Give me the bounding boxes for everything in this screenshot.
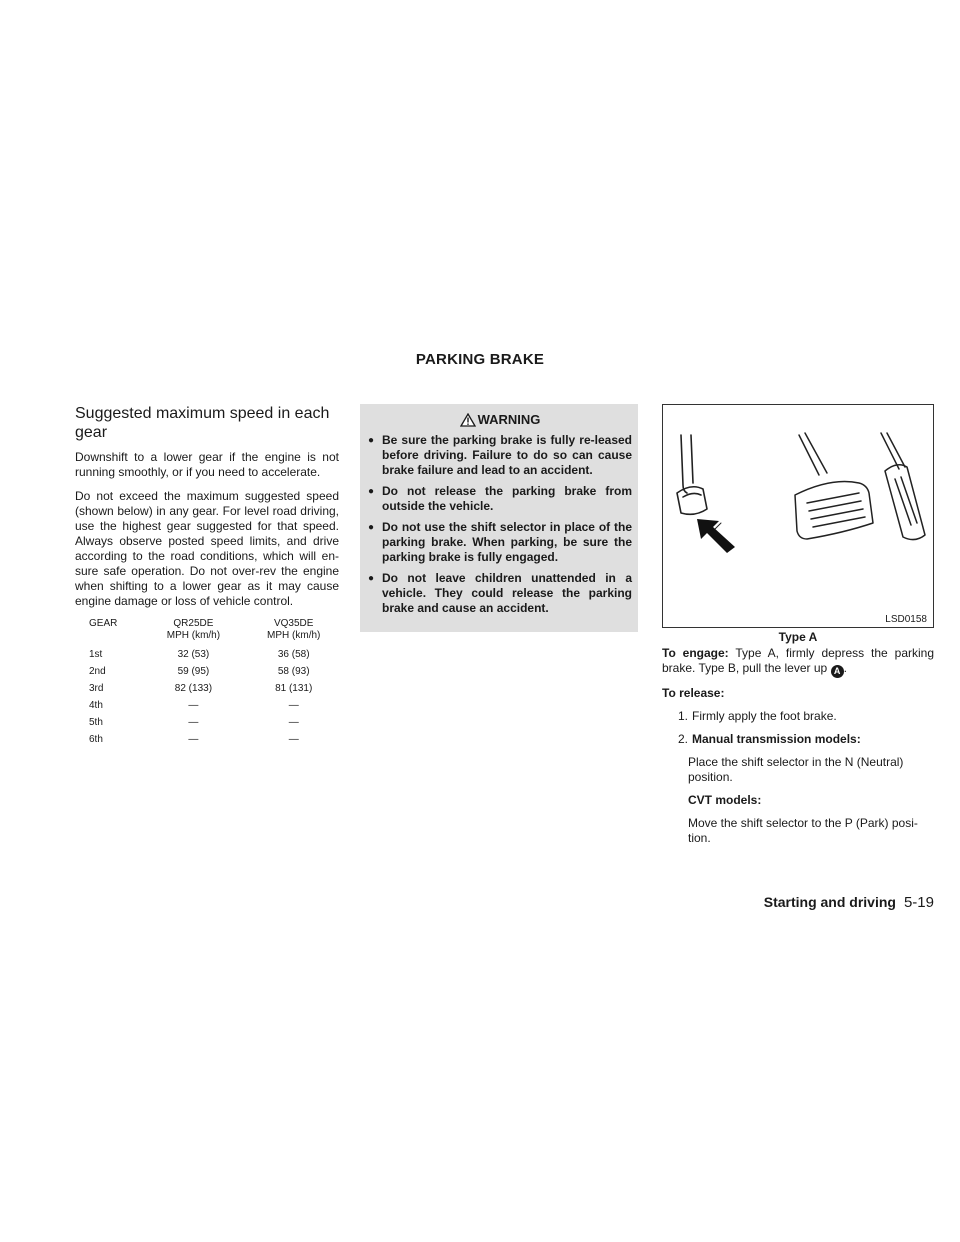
cell-vq35de: — (288, 734, 299, 745)
header-qr25de: QR25DE MPH (km/h) (166, 618, 221, 641)
step-2 (662, 732, 934, 747)
cell-qr25de: — (188, 717, 199, 728)
cell-gear: 4th (89, 700, 103, 711)
table-row (89, 680, 339, 697)
step-text: Firmly apply the foot brake. (692, 709, 837, 723)
warning-text: Do not leave children unattended in a vehicle. They could release the parking brake and cause an accident. (382, 571, 632, 615)
warning-item (368, 484, 632, 514)
step-1 (662, 709, 934, 724)
engage-text: Type A, firmly depress the parking brake. Type B, pull the lever up (662, 646, 934, 675)
warning-text: Do not release the parking brake from outside the vehicle. (382, 484, 632, 513)
cvt-text: Move the shift selector to the P (Park) posi-tion. (688, 816, 918, 845)
warning-title: WARNING (477, 412, 541, 427)
cvt-label: CVT models: (688, 793, 762, 807)
cell-qr25de: — (188, 734, 199, 745)
page-footer (764, 894, 934, 911)
cell-gear: 5th (89, 717, 103, 728)
warning-text: Be sure the parking brake is fully re-leased before driving. Failure to do so can cause brake failure and lead to an accident. (382, 433, 632, 477)
cell-vq35de: — (288, 717, 299, 728)
cell-gear: 6th (89, 734, 103, 745)
cell-gear: 3rd (89, 683, 104, 694)
paragraph: Do not exceed the maximum suggested speed (shown below) in any gear. For level road driving, use the highest gear suggested for that speed. Always observe posted speed limits, and drive according to the road conditions, which will en-sure safe operation. Do not over-rev the engine when shifting to a lower gear as it may cause engine damage or loss of vehicle control. (75, 489, 339, 608)
step-number: 2. (677, 732, 688, 746)
page-header: PARKING BRAKE (415, 351, 545, 368)
warning-text: Do not use the shift selector in place of the parking brake. When parking, be sure the parking brake is fully engaged. (382, 520, 632, 564)
footer-section: Starting and driving (763, 894, 896, 910)
middle-column (360, 404, 638, 632)
warning-item (368, 520, 632, 565)
warning-item (368, 571, 632, 616)
table-row (89, 663, 339, 680)
header-gear: GEAR (89, 618, 118, 629)
engage-label: To engage: (662, 646, 729, 660)
cell-qr25de: 59 (95) (177, 666, 210, 677)
pedal-illustration (663, 405, 933, 627)
manual-label: Manual transmission models: (692, 732, 861, 746)
bullet-icon: ● (368, 573, 375, 584)
cell-qr25de: 82 (133) (174, 683, 213, 694)
cell-gear: 2nd (89, 666, 106, 677)
cell-qr25de: 32 (53) (177, 649, 210, 660)
table-row (89, 697, 339, 714)
table-header-row (89, 618, 339, 646)
cell-gear: 1st (89, 649, 103, 660)
warning-triangle-icon (460, 413, 476, 427)
bullet-icon: ● (368, 435, 375, 446)
parking-brake-figure (662, 404, 934, 628)
manual-text: Place the shift selector in the N (Neutral) position. (688, 755, 904, 784)
figure-caption: Type A (778, 630, 818, 644)
right-column (662, 404, 934, 854)
bullet-icon: ● (368, 486, 375, 497)
cell-qr25de: — (188, 700, 199, 711)
figure-code: LSD0158 (885, 614, 927, 625)
arrow-icon (697, 519, 735, 553)
page-number: 5-19 (903, 894, 934, 911)
table-row (89, 646, 339, 663)
warning-header (368, 412, 632, 427)
cell-vq35de: 36 (58) (277, 649, 310, 660)
engage-paragraph: To engage: Type A, firmly depress the parking brake. Type B, pull the lever up A . (662, 646, 934, 676)
warning-item (368, 433, 632, 478)
warning-box (360, 404, 638, 632)
section-title: Suggested maximum speed in each gear (75, 405, 330, 441)
cell-vq35de: 58 (93) (277, 666, 310, 677)
marker-a-icon: A (831, 665, 844, 678)
release-label: To release: (662, 686, 725, 700)
cell-vq35de: 81 (131) (275, 683, 313, 694)
table-row (89, 714, 339, 731)
table-row (89, 731, 339, 748)
paragraph: Downshift to a lower gear if the engine is not running smoothly, or if you need to accelerate. (75, 450, 339, 479)
left-column (75, 404, 339, 748)
bullet-icon: ● (368, 522, 375, 533)
speed-table (89, 618, 339, 748)
step-number: 1. (677, 709, 688, 723)
header-vq35de: VQ35DE MPH (km/h) (267, 618, 321, 641)
cell-vq35de: — (288, 700, 299, 711)
